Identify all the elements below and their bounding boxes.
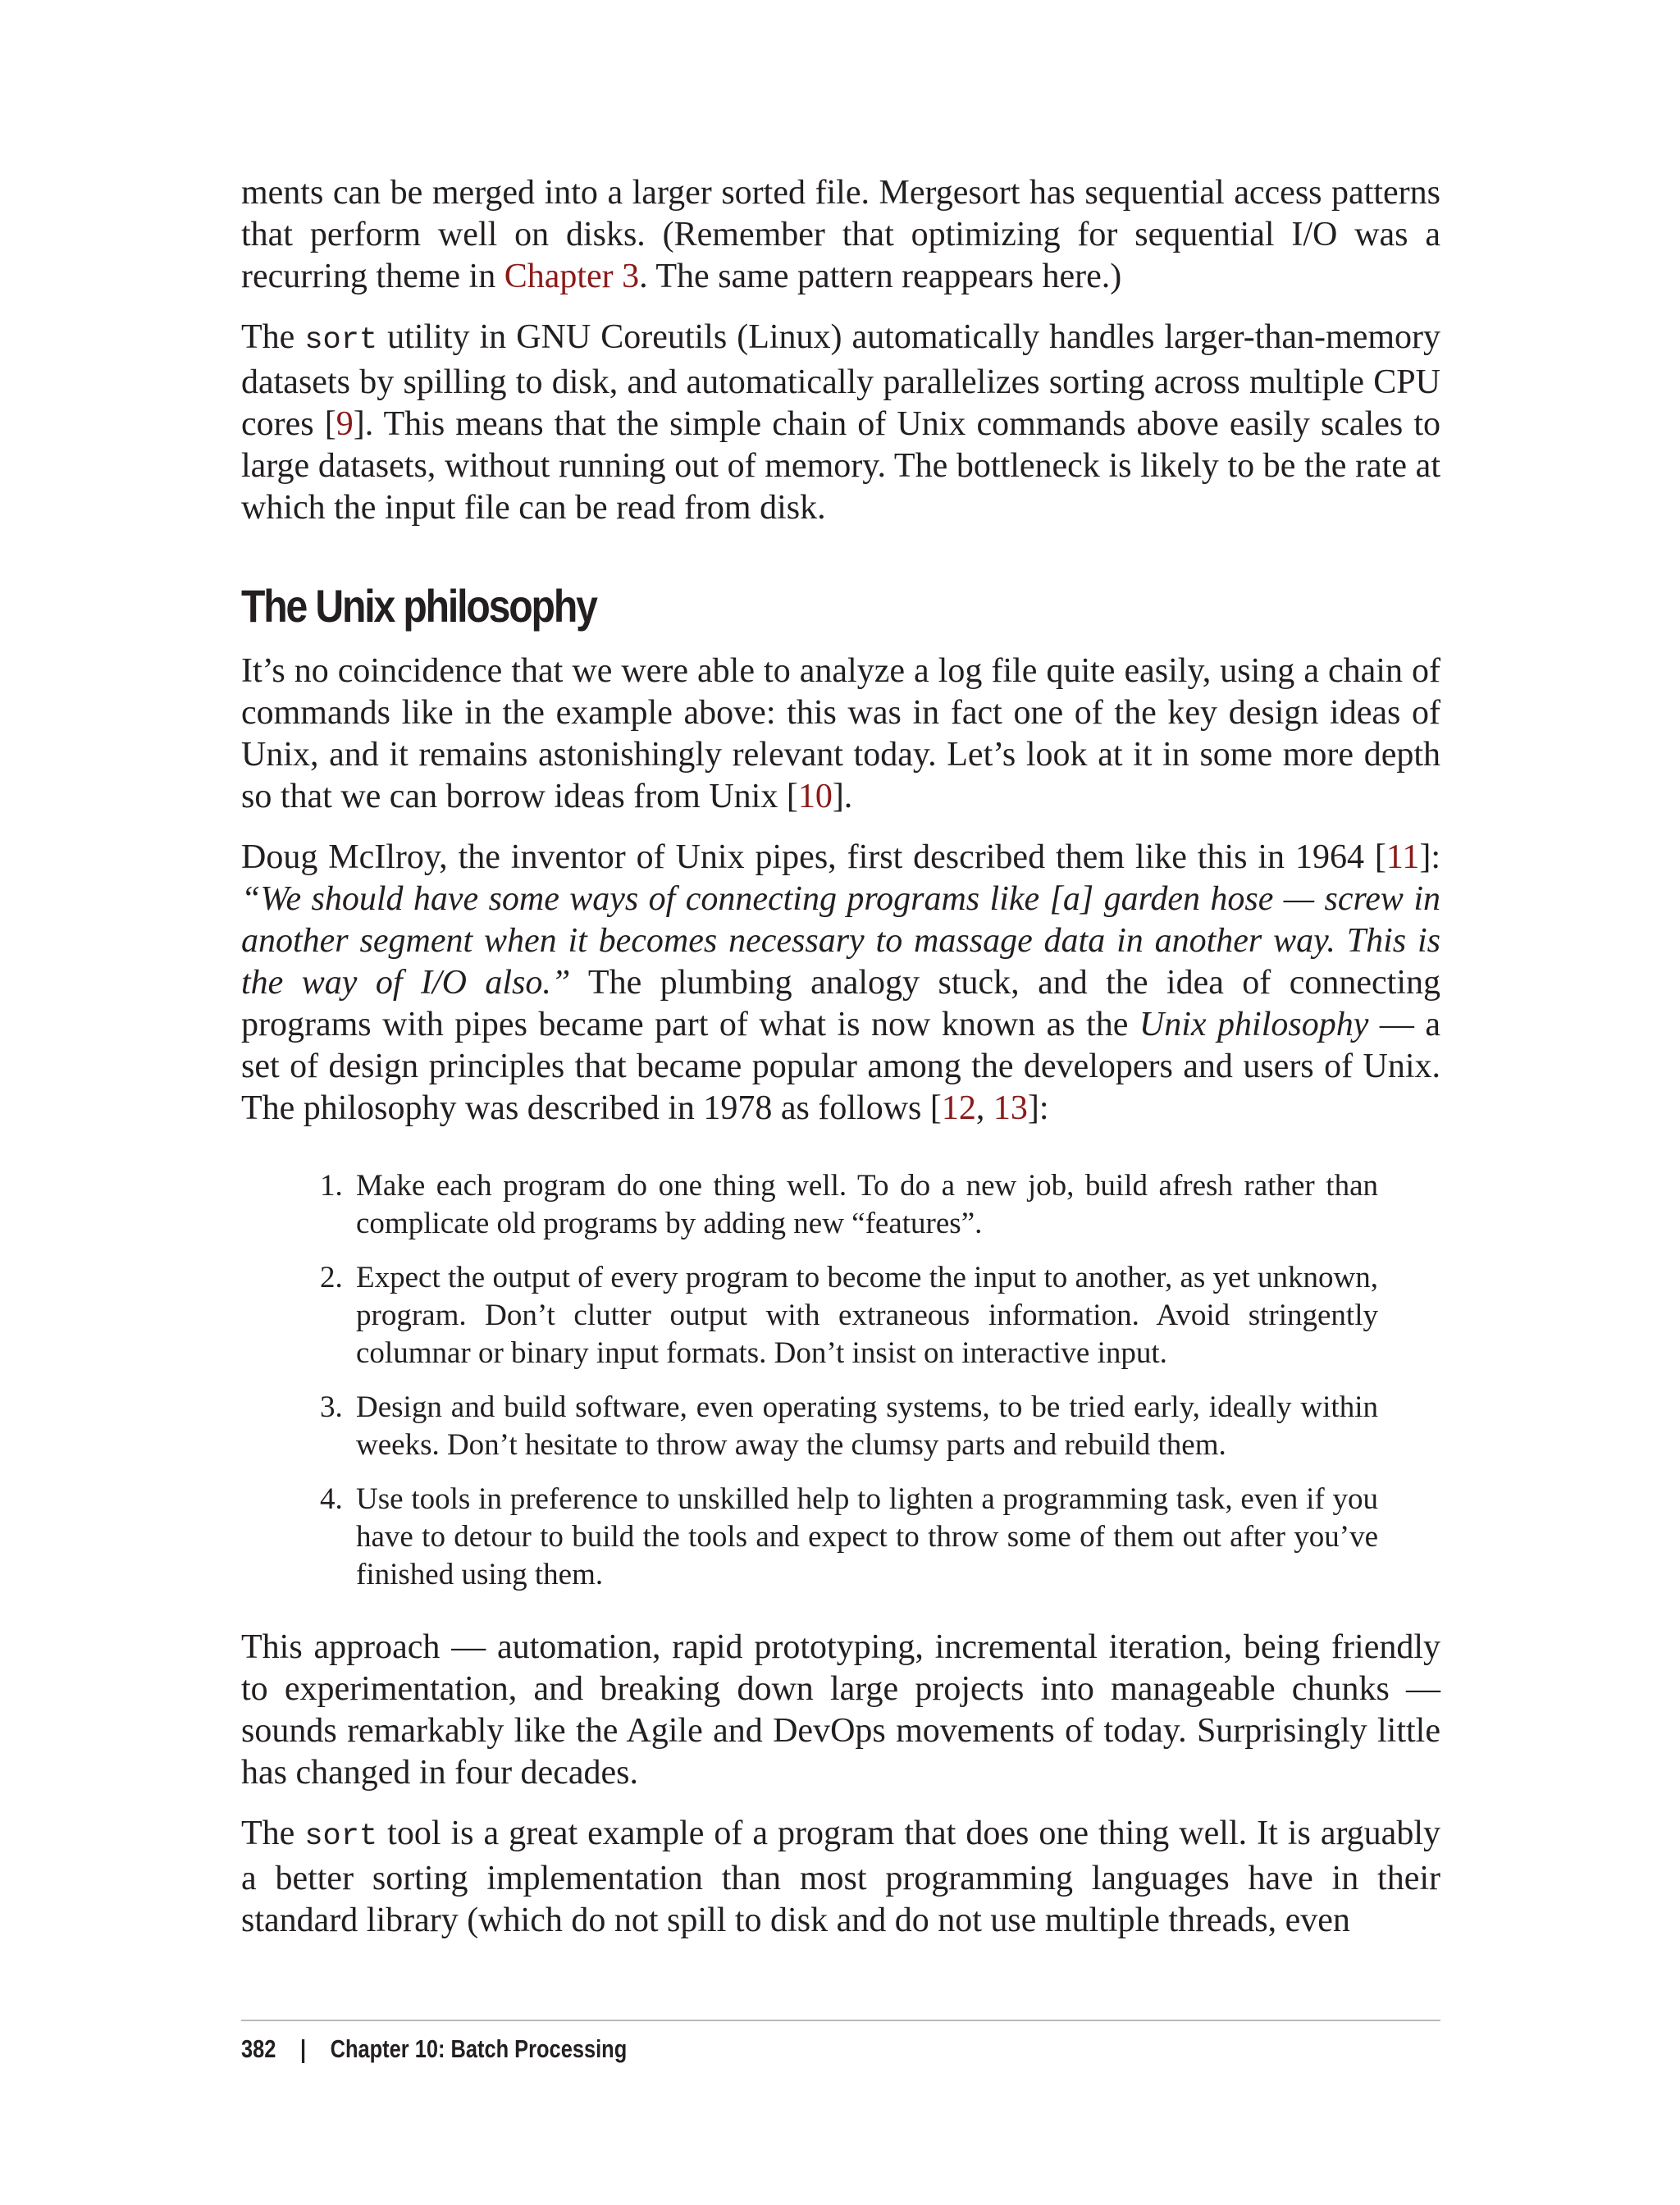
mcilroy-quote: “We should have some ways of connecting programs like [a] garden hose — screw in another segment when it becomes necessary to massage data in another way. This is the way of I/O also.”	[241, 880, 1440, 1002]
unix-philosophy-term: Unix philosophy	[1139, 1006, 1369, 1043]
list-item: 1. Make each program do one thing well. To do a new job, build afresh rather than complicate old programs by adding new “features”.	[320, 1169, 1378, 1240]
list-item: 4. Use tools in preference to unskilled help to lighten a programming task, even if you have to detour to build the tools and expect to throw some of them out after you’ve finished using them.	[320, 1482, 1378, 1591]
reference-link-10[interactable]: 10	[797, 778, 833, 815]
paragraph-mcilroy: Doug McIlroy, the inventor of Unix pipes, first described them like this in 1964 [11]: “We should have some ways of connecting programs like [a] garden hose — screw in another segment when it becomes necessary to massage data in another way. This is the way of I/O also.” The plumbing analogy stuck, and the idea of connecting programs with pipes became part of what is now known as the Unix philosophy — a set of design principles that became popular among the developers and users of Unix. The philosophy was described in 1978 as follows [12, 13]:	[241, 838, 1440, 1127]
reference-link-9[interactable]: 9	[336, 405, 354, 443]
reference-link-11[interactable]: 11	[1386, 838, 1420, 876]
page-footer	[241, 2020, 1440, 2066]
paragraph-sort-tool: The sort tool is a great example of a program that does one thing well. It is arguably a better sorting implementation than most programming languages have in their standard library (which do not spill to disk and do not use multiple threads, even	[241, 1815, 1440, 1939]
section-heading: The Unix philosophy	[241, 580, 596, 632]
page-number: 382	[241, 2034, 276, 2063]
list-item: 3. Design and build software, even operating systems, to be tried early, ideally within weeks. Don’t hesitate to throw away the clumsy parts and rebuild them.	[320, 1390, 1378, 1462]
chapter-3-link[interactable]: Chapter 3	[504, 258, 640, 295]
paragraph-approach: This approach — automation, rapid prototyping, incremental iteration, being friendly to experimentation, and breaking down large projects into manageable chunks — sounds remarkably like the Agile and DevOps movements of today. Surprisingly little has changed in four decades.	[241, 1628, 1440, 1792]
reference-link-13[interactable]: 13	[993, 1089, 1028, 1127]
chapter-title: Chapter 10: Batch Processing	[330, 2034, 628, 2063]
paragraph-no-coincidence: It’s no coincidence that we were able to analyze a log file quite easily, using a chain of commands like in the example above: this was in fact one of the key design ideas of Unix, and it remains astonishingly relevant today. Let’s look at it in some more depth so that we can borrow ideas from Unix [10].	[241, 652, 1440, 815]
paragraph-mergesort: ments can be merged into a larger sorted file. Mergesort has sequential access patterns that perform well on disks. (Remember that optimizing for sequential I/O was a recurring theme in Chapter 3. The same pattern reappears here.)	[241, 174, 1440, 295]
reference-link-12[interactable]: 12	[941, 1089, 976, 1127]
code-sort: sort	[304, 1819, 378, 1854]
footer-separator: |	[299, 2034, 307, 2063]
paragraph-sort-utility: The sort utility in GNU Coreutils (Linux) automatically handles larger-than-memory datasets by spilling to disk, and automatically parallelizes sorting across multiple CPU cores [9]. This means that the simple chain of Unix commands above easily scales to large datasets, without running out of memory. The bottleneck is likely to be the rate at which the input file can be read from disk.	[241, 318, 1440, 527]
list-item: 2. Expect the output of every program to become the input to another, as yet unknown, program. Don’t clutter output with extraneous information. Avoid stringently columnar or binary input formats. Don’t insist on interactive input.	[320, 1261, 1378, 1370]
principles-list	[241, 1167, 1378, 1594]
page-content	[241, 172, 1440, 1961]
code-sort: sort	[304, 323, 378, 358]
